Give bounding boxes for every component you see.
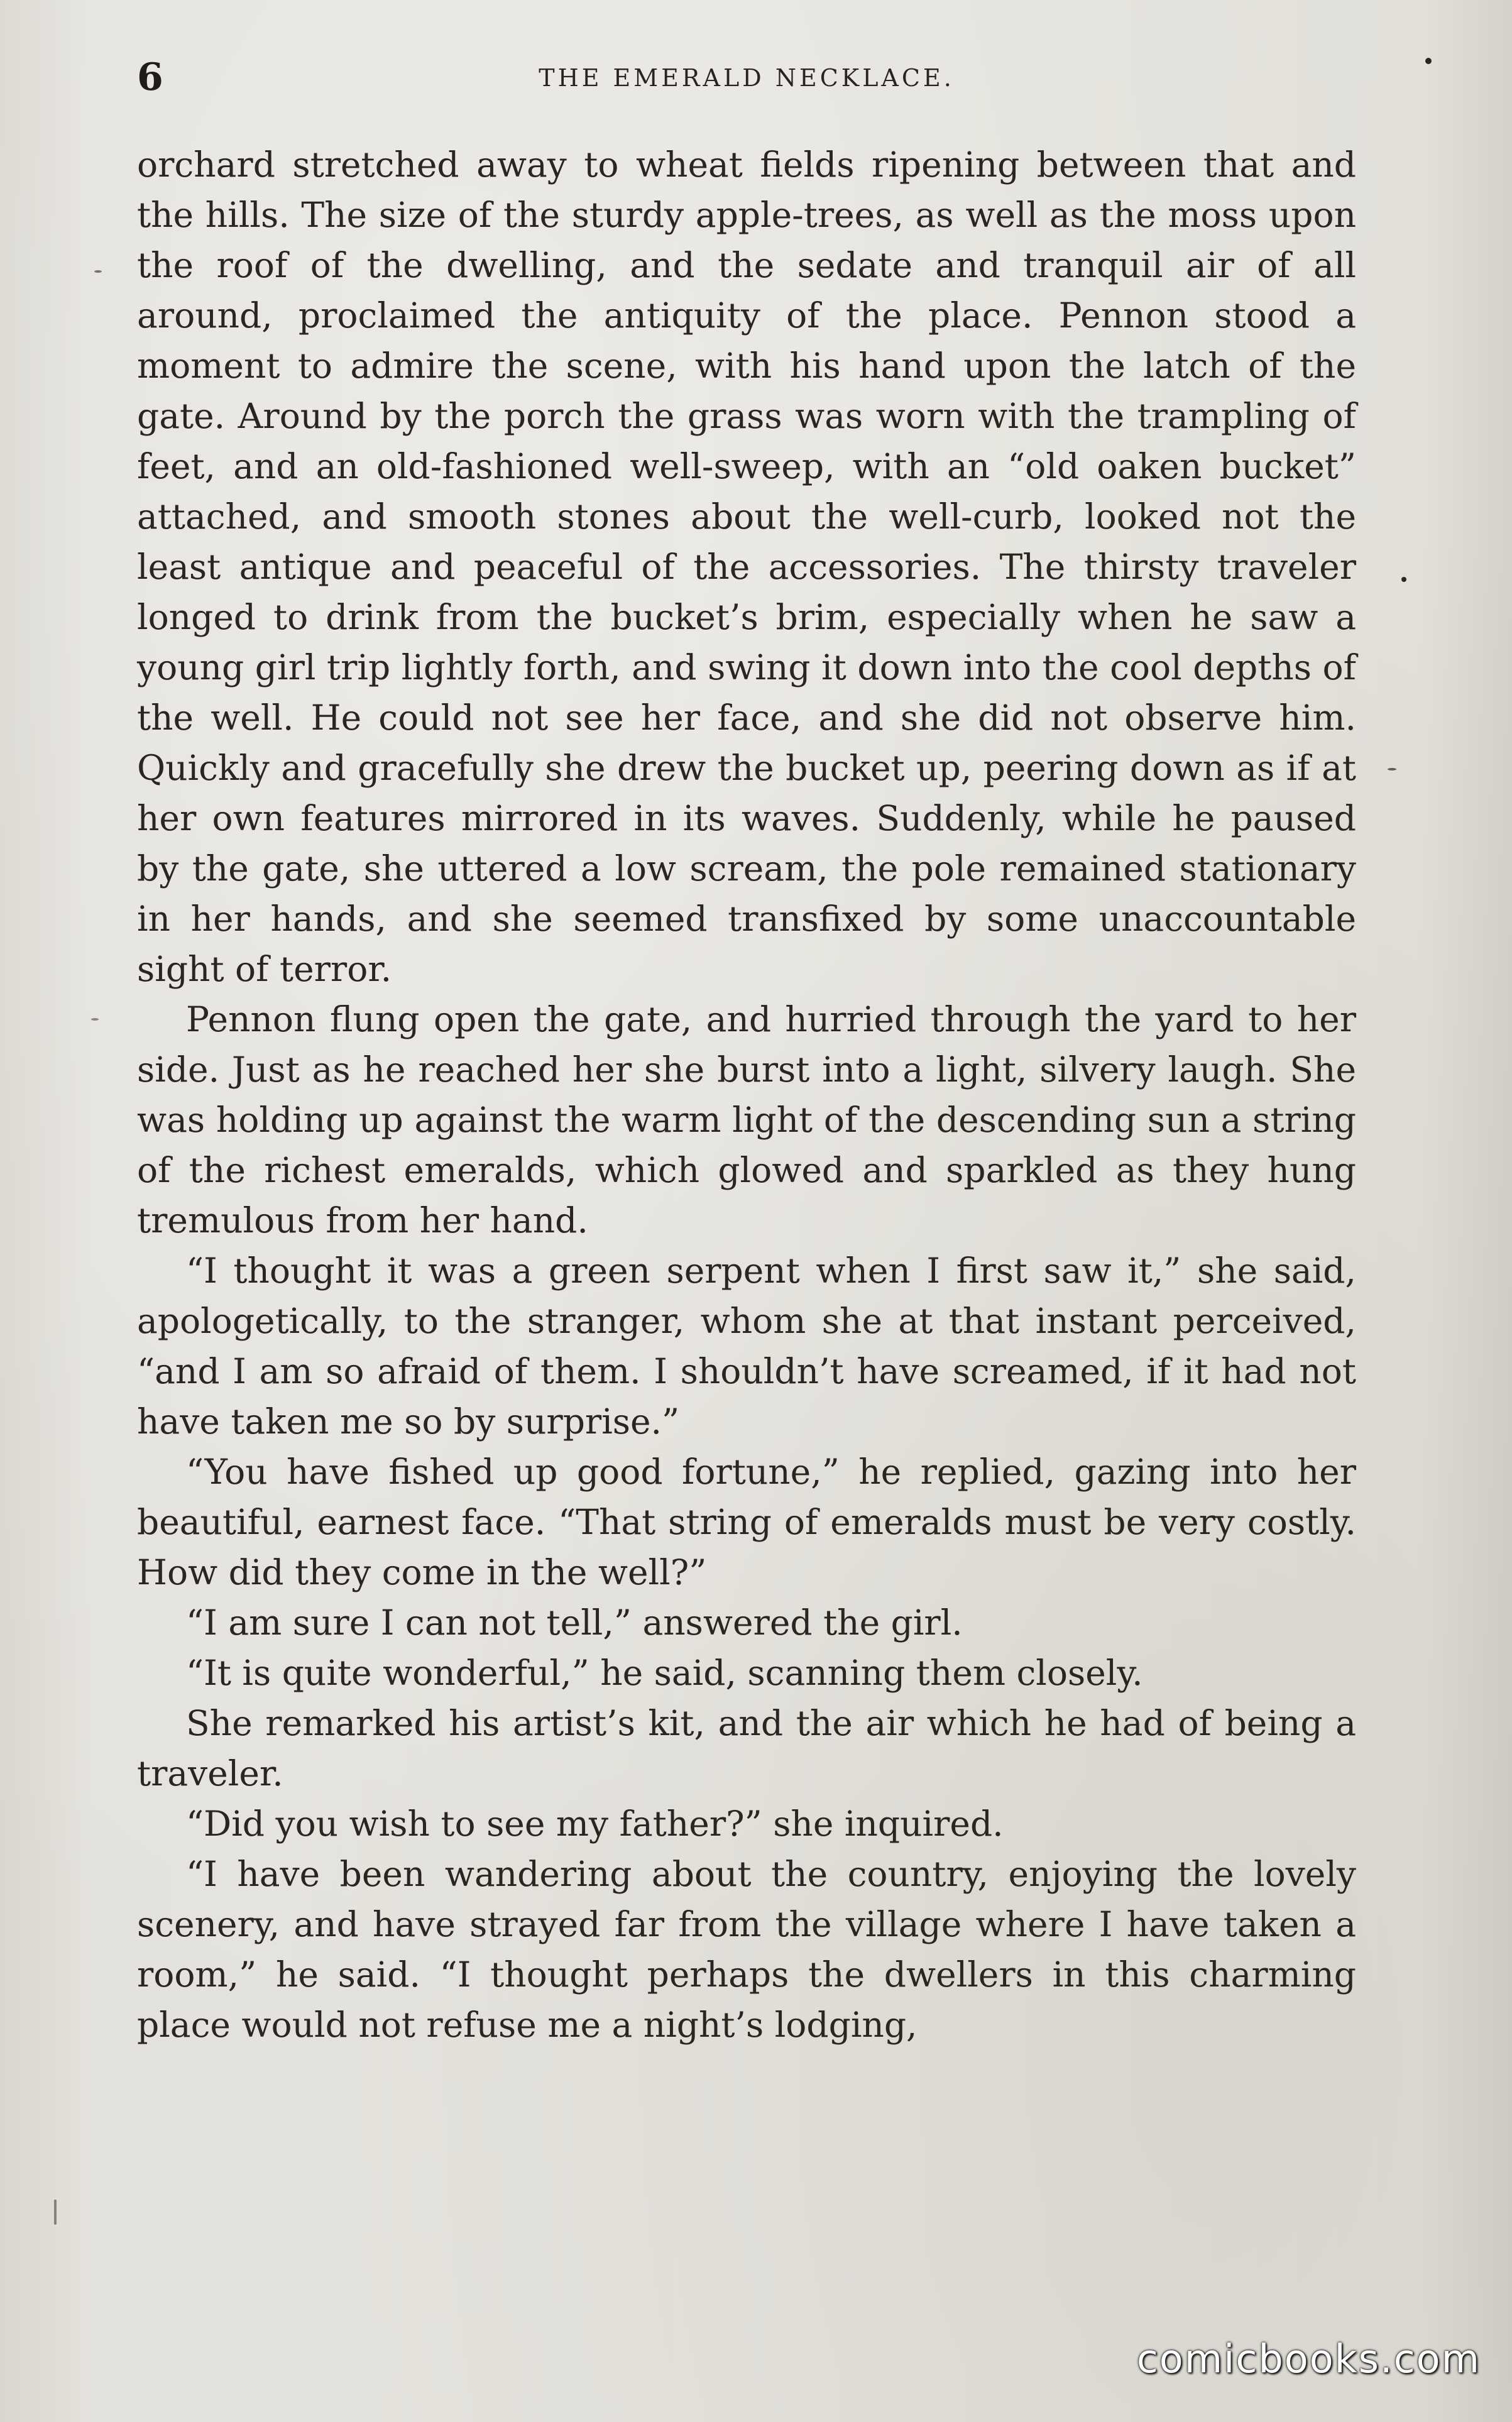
paragraph-1: orchard stretched away to wheat fields ripening between that and the hills. The size of the sturdy apple-trees, as well as the moss upon the roof of the dwelling, and the sedate and tranquil air of all around, proclaimed the antiquity of the place. Pennon stood a moment to admire the scene, with his hand upon the latch of the gate. Around by the porch the grass was worn with the trampling of feet, and an old-fashioned well-sweep, with an “old oaken bucket” attached, and smooth stones about the well-curb, looked not the least antique and peaceful of the accessories. The thirsty traveler longed to drink from the bucket’s brim, especially when he saw a young girl trip lightly forth, and swing it down into the cool depths of the well. He could not see her face, and she did not observe him. Quickly and gracefully she drew the bucket up, peering down as if at her own features mirrored in its waves. Suddenly, while he paused by the gate, she uttered a low scream, the pole remained stationary in her hands, and she seemed transfixed by some unaccountable sight of terror. (137, 145, 1356, 989)
paragraph-6: “It is quite wonderful,” he said, scanning them closely. (186, 1653, 1143, 1693)
paragraph-5: “I am sure I can not tell,” answered the girl. (186, 1603, 963, 1643)
running-head (137, 49, 1356, 106)
ink-speck (91, 1018, 99, 1021)
ink-speck (54, 2200, 57, 2225)
paragraph-7: She remarked his artist’s kit, and the air which he had of being a traveler. (137, 1703, 1356, 1794)
body-text (137, 140, 1356, 2050)
paragraph-3: “I thought it was a green serpent when I first saw it,” she said, apologetically, to the stranger, whom she at that instant perceived, “and I am so afraid of them. I shouldn’t have screamed, if it had not have taken me so by surprise.” (137, 1251, 1356, 1442)
book-title: THE EMERALD NECKLACE. (539, 64, 955, 92)
ink-speck (1388, 768, 1396, 770)
paragraph-2: Pennon flung open the gate, and hurried through the yard to her side. Just as he reached her she burst into a light, silvery laugh. She was holding up against the warm light of the descending sun a string of the richest emeralds, which glowed and sparkled as they hung tremulous from her hand. (137, 999, 1356, 1241)
paragraph-4: “You have fished up good fortune,” he replied, gazing into her beautiful, earnest face. “That string of emeralds must be very costly. How did they come in the well?” (137, 1452, 1356, 1592)
ink-speck (94, 270, 102, 273)
page-number: 6 (137, 55, 163, 99)
site-watermark: comicbooks.com (1136, 2336, 1481, 2382)
ink-speck (1401, 577, 1406, 582)
paragraph-9: “I have been wandering about the country, enjoying the lovely scenery, and have strayed far from the village where I have taken a room,” he said. “I thought perhaps the dwellers in this charming place would not refuse me a night’s lodging, (137, 1854, 1356, 2045)
paragraph-8: “Did you wish to see my father?” she inquired. (186, 1804, 1004, 1844)
ink-speck (1425, 58, 1432, 64)
